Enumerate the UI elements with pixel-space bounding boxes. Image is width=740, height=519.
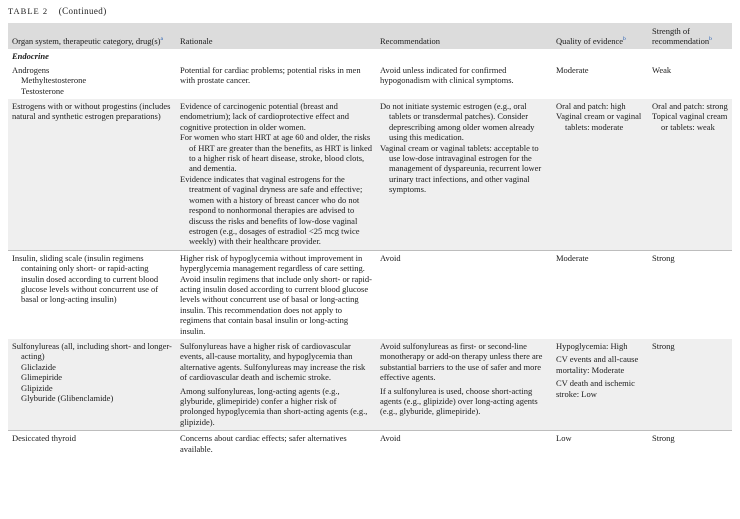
- section-row: [8, 49, 732, 62]
- header-quality: Quality of evidence$^b$: [556, 36, 626, 47]
- drug-cell: Sulfonylureas (all, including short- and longer-acting) Gliclazide Glimepiride Glipizide Glyburide (Glibenclamide): [12, 340, 172, 403]
- quality-cell: Hypoglycemia: High CV events and all-cause mortality: Moderate CV death and ischemic stroke: Low: [556, 340, 639, 399]
- header-organ: Organ system, therapeutic category, $drug(s)^a$: [12, 36, 163, 47]
- strength-cell: Strong: [648, 250, 732, 339]
- table-row: [8, 431, 732, 457]
- drug-subitem: Glyburide (Glibenclamide): [21, 393, 114, 403]
- drug-subitem: Glipizide: [21, 382, 53, 393]
- table-continued: (Continued): [58, 6, 107, 16]
- rationale-cell: Evidence of carcinogenic potential (breast and endometrium); lack of cardioprotective effect and cognitive protection in older women. For women who start HRT at age 60 and older, the risks of HRT are greater than the benefits, as HRT is linked to a higher risk of heart disease, stroke, blood clots, and dementia. Evidence indicates that vaginal estrogens for the treatment of vaginal dryness are safe and effective; women with a history of breast cancer who do not respond to nonhormonal therapies are advised to discuss the risks and benefits of low-dose vaginal estrogen (e.g., dosages of estradiol <25 mcg twice weekly) with their healthcare provider.: [180, 101, 373, 247]
- drug-cell: Estrogens with or without progestins (includes natural and synthetic estrogen preparations): [12, 101, 171, 122]
- recommendation-cell: Avoid unless indicated for confirmed hypogonadism with clinical symptoms.: [380, 64, 514, 86]
- rationale-cell: Sulfonylureas have a higher risk of cardiovascular events, all-cause mortality, and hypoglycemia than alternative agents. Sulfonylureas may increase the risk of cardiovascular death and ischemic stroke. Among sulfonylureas, long-acting agents (e.g., glyburide, glimepiride) confer a higher risk of prolonged hypoglycemia than short-acting agents (e.g., glipizide).: [180, 340, 368, 427]
- quality-cell: Oral and patch: high Vaginal cream or vaginal tablets: moderate: [556, 101, 642, 132]
- footnote-a-marker: a: [160, 36, 163, 43]
- drug-subitem: Testosterone: [21, 85, 64, 96]
- drug-name: Androgens: [12, 64, 50, 75]
- strength-cell: Oral and patch: strong Topical vaginal cream or tablets: weak: [652, 101, 728, 132]
- recommendation-cell: Avoid: [376, 250, 552, 339]
- drug-cell: [8, 63, 176, 99]
- strength-cell: Strong: [648, 431, 732, 457]
- drug-subitem: Glimepiride: [21, 372, 63, 383]
- section-title: Endocrine: [12, 51, 49, 62]
- footnote-b-marker: b: [623, 36, 626, 43]
- strength-cell: Strong: [652, 340, 675, 351]
- rationale-cell: Higher risk of hypoglycemia without improvement in hyperglycemia management regardless of care setting. Avoid insulin regimens that include only short- or rapid-acting insulin dosed according to current blood glucose levels without concurrent use of basal or long-acting insulin. This recommendation does not apply to regimens that contain basal insulin or long-acting insulin.: [176, 250, 376, 339]
- header-rationale: Rationale: [180, 36, 213, 47]
- table-row: [8, 99, 732, 250]
- recommendation-cell: Avoid sulfonylureas as first- or second-line monotherapy or add-on therapy unless there are substantial barriers to the use of safer and more effective agents. If a sulfonylurea is used, choose short-acting agents (e.g., glipizide) over long-acting agents (e.g., glyburide, glimepiride).: [380, 340, 543, 417]
- header-recommendation: Recommendation: [380, 36, 440, 47]
- drug-subitem: Gliclazide: [21, 361, 56, 372]
- table-caption: [8, 6, 732, 16]
- recommendation-cell: Do not initiate systemic estrogen (e.g., oral tablets or transdermal patches). Consider deprescribing among older women already using this medication. Vaginal cream or vaginal tablets: acceptable to use low-dose intravaginal estrogen for the management of dyspareunia, recurrent lower urinary tract infections, and other vaginal symptoms.: [380, 101, 542, 195]
- strength-cell: Weak: [652, 64, 672, 75]
- beers-criteria-table: [8, 23, 732, 457]
- quality-cell: Low: [552, 431, 648, 457]
- recommendation-cell: Avoid: [376, 431, 552, 457]
- table-row: [8, 63, 732, 99]
- drug-cell: Insulin, sliding scale (insulin regimens containing only short- or rapid-acting insulin dosed according to current blood glucose levels without concurrent use of basal or long-acting insulin): [8, 250, 176, 339]
- table-header: [8, 23, 732, 49]
- quality-cell: Moderate: [556, 64, 589, 75]
- rationale-cell: Potential for cardiac problems; potential risks in men with prostate cancer.: [180, 64, 361, 86]
- table-row: [8, 250, 732, 339]
- footnote-b-marker: b: [709, 36, 712, 43]
- drug-cell: Desiccated thyroid: [8, 431, 176, 457]
- table-row: [8, 339, 732, 431]
- drug-subitem: Methyltestosterone: [21, 75, 87, 86]
- quality-cell: Moderate: [552, 250, 648, 339]
- rationale-cell: Concerns about cardiac effects; safer alternatives available.: [176, 431, 376, 457]
- table-label: TABLE 2: [8, 6, 49, 16]
- header-strength: Strength of recommendation$^b$: [652, 26, 712, 47]
